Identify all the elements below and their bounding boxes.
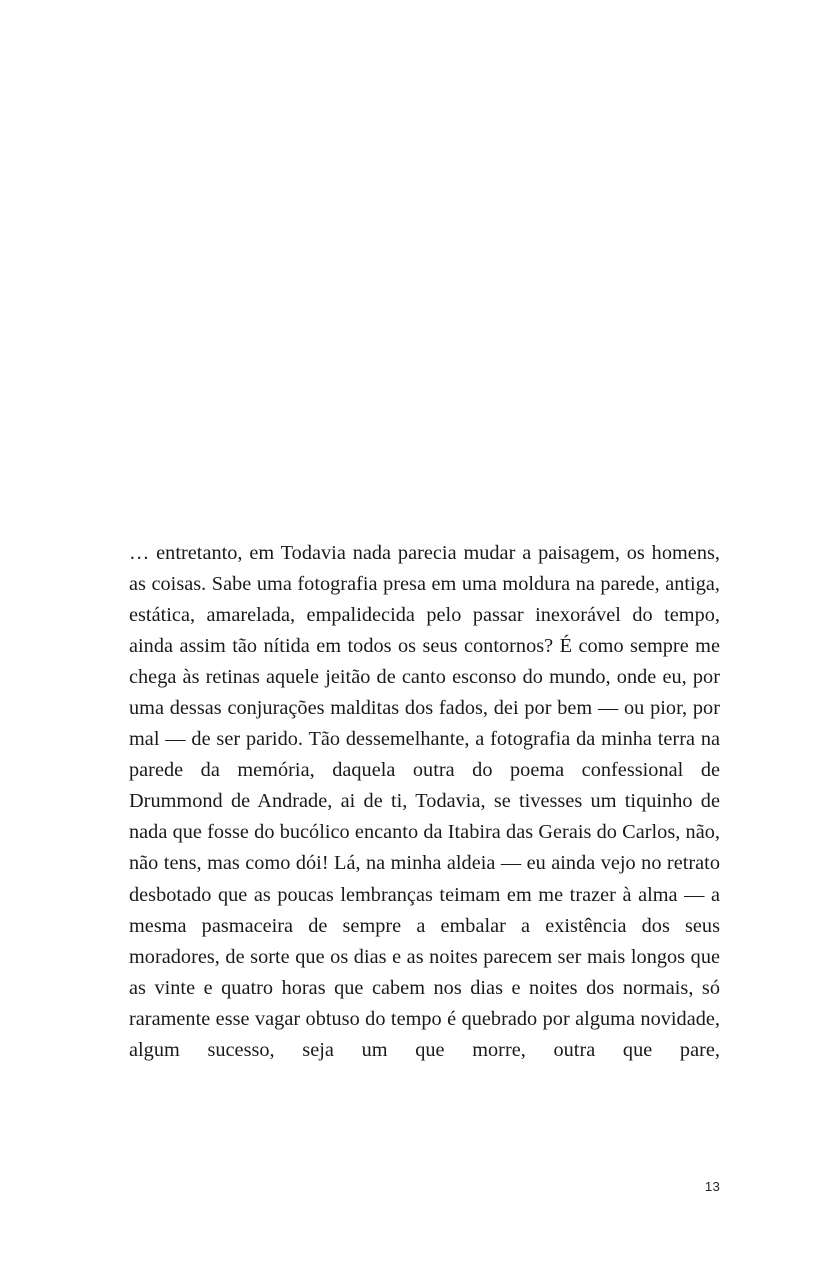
page-top-whitespace (0, 0, 840, 538)
body-text-block (129, 538, 720, 1097)
body-paragraph: … entretanto, em Todavia nada parecia mudar a paisagem, os homens, as coisas. Sabe uma fotografia presa em uma moldura na parede, antiga, estática, amarelada, empalidecida pelo passar inexorável do tempo, ainda assim tão nítida em todos os seus contornos? É como sempre me chega às retinas aquele jeitão de canto esconso do mundo, onde eu, por uma dessas conjurações malditas dos fados, dei por bem — ou pior, por mal — de ser parido. Tão dessemelhante, a fotografia da minha terra na parede da memória, daquela outra do poema confessional de Drummond de Andrade, ai de ti, Todavia, se tivesses um tiquinho de nada que fosse do bucólico encanto da Itabira das Gerais do Carlos, não, não tens, mas como dói! Lá, na minha aldeia — eu ainda vejo no retrato desbotado que as poucas lembranças teimam em me trazer à alma — a mesma pasmaceira de sempre a embalar a existência dos seus moradores, de sorte que os dias e as noites parecem ser mais longos que as vinte e quatro horas que cabem nos dias e noites dos normais, só raramente esse vagar obtuso do tempo é quebrado por alguma novidade, algum sucesso, seja um que morre, outra que pare, (129, 542, 720, 1061)
page-number: 13 (704, 1179, 720, 1194)
